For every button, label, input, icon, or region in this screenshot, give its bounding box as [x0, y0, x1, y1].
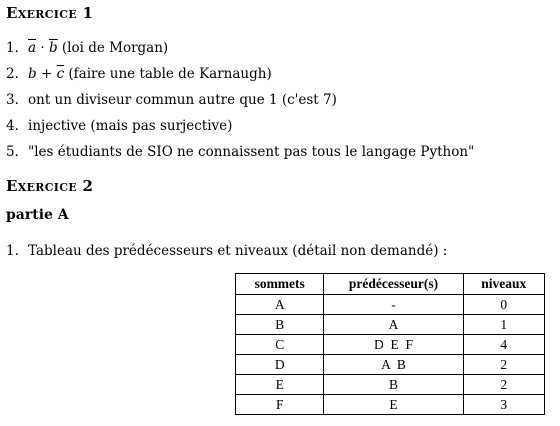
math-dot: ·: [36, 40, 49, 56]
exercise-1-item-1: [6, 40, 168, 56]
item-text: Tableau des prédécesseurs et niveaux (détail non demandé) :: [28, 243, 448, 259]
item-number: 3.: [6, 92, 19, 108]
table-row: [236, 395, 545, 415]
cell-niveau: 4: [463, 335, 544, 355]
cell-niveau: 2: [463, 355, 544, 375]
cell-predecesseurs: E: [324, 395, 463, 415]
math-plus: +: [36, 66, 57, 82]
exercise-1-item-4: [6, 118, 232, 134]
item-number: 4.: [6, 118, 19, 134]
item-text: (faire une table de Karnaugh): [64, 66, 272, 82]
cell-niveau: 1: [463, 315, 544, 335]
table-row: [236, 375, 545, 395]
item-text: "les étudiants de SIO ne connaissent pas tous le langage Python": [28, 144, 475, 160]
item-number: 5.: [6, 144, 19, 160]
cell-sommet: C: [236, 335, 324, 355]
cell-predecesseurs: A: [324, 315, 463, 335]
table-header-row: [236, 274, 545, 295]
cell-sommet: D: [236, 355, 324, 375]
exercise-2-title: Exercice 2: [6, 177, 94, 195]
table-row: [236, 315, 545, 335]
header-niveaux: niveaux: [463, 274, 544, 295]
item-text: ont un diviseur commun autre que 1 (c'est 7): [28, 92, 337, 108]
cell-predecesseurs: B: [324, 375, 463, 395]
exercise-1-title: Exercice 1: [6, 4, 94, 22]
table-row: [236, 295, 545, 315]
exercise-1-item-2: [6, 66, 272, 82]
part-a-title: partie A: [6, 207, 69, 223]
cell-niveau: 2: [463, 375, 544, 395]
cell-predecesseurs: D E F: [324, 335, 463, 355]
math-b: b: [28, 66, 37, 82]
math-a-bar: $\overline{a}$: [28, 40, 37, 56]
cell-niveau: 3: [463, 395, 544, 415]
cell-predecesseurs: -: [324, 295, 463, 315]
item-number: 1.: [6, 40, 19, 56]
exercise-1-item-3: [6, 92, 337, 108]
math-c-bar: $\overline{c}$: [56, 66, 65, 82]
cell-sommet: A: [236, 295, 324, 315]
header-sommets: sommets: [236, 274, 324, 295]
item-text: injective (mais pas surjective): [28, 118, 233, 134]
exercise-2-item-1: [6, 243, 447, 259]
math-b-bar: $\overline{b}$: [48, 40, 58, 56]
cell-predecesseurs: A B: [324, 355, 463, 375]
predecessors-table: [235, 273, 545, 415]
item-text: (loi de Morgan): [57, 40, 169, 56]
cell-niveau: 0: [463, 295, 544, 315]
item-number: 1.: [6, 243, 19, 259]
item-number: 2.: [6, 66, 19, 82]
cell-sommet: E: [236, 375, 324, 395]
cell-sommet: B: [236, 315, 324, 335]
header-predecesseurs: prédécesseur(s): [324, 274, 463, 295]
exercise-1-item-5: [6, 144, 474, 160]
table-row: [236, 355, 545, 375]
table-row: [236, 335, 545, 355]
cell-sommet: F: [236, 395, 324, 415]
